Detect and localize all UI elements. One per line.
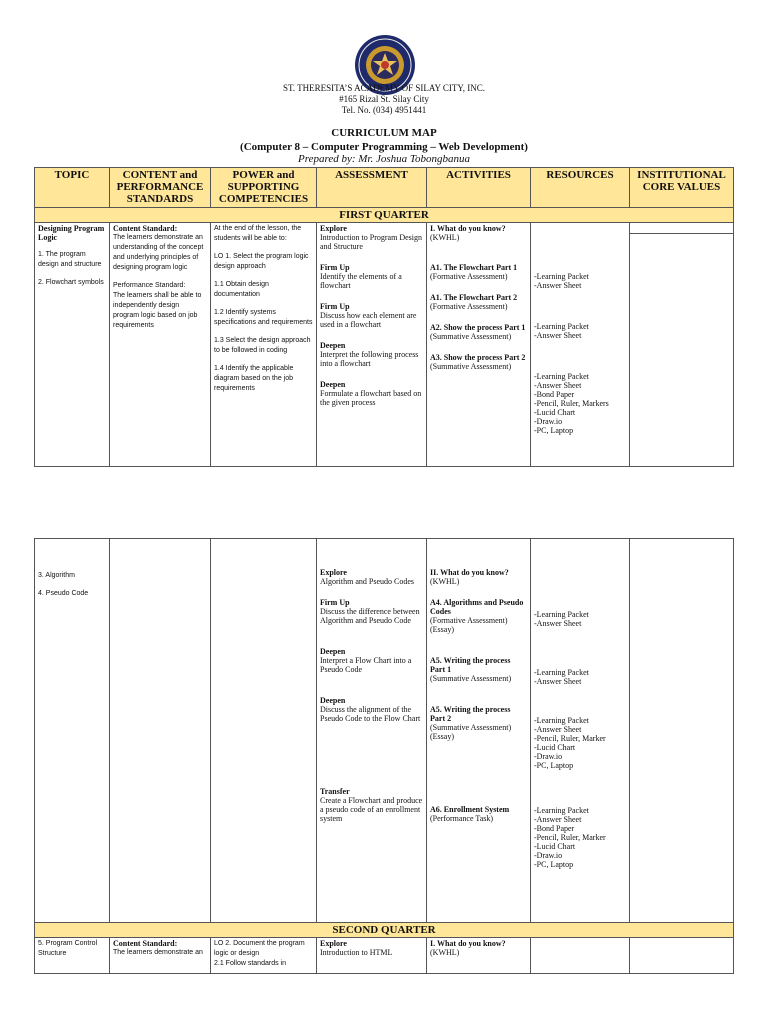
column-header-values: INSTITUTIONAL CORE VALUES	[630, 168, 734, 208]
curriculum-table-first-quarter	[34, 167, 734, 467]
resource-item: -PC, Laptop	[534, 426, 574, 435]
assessment-phase: Explore	[320, 568, 347, 577]
resources-cell	[531, 539, 630, 923]
activity-type: (Summative Assessment)	[430, 674, 512, 683]
column-header-assessment: ASSESSMENT	[317, 168, 427, 208]
assessment-cell	[317, 539, 427, 923]
document-subtitle: (Computer 8 – Computer Programming – Web Development)	[240, 141, 528, 153]
activity-type: (Essay)	[430, 625, 454, 634]
assessment-description: Interpret the following process into a flowchart	[320, 350, 419, 368]
activity-title: II. What do you know?	[430, 568, 509, 577]
document-title: CURRICULUM MAP	[331, 127, 437, 139]
core-values-cell	[630, 223, 734, 467]
column-header-power: POWER and SUPPORTING COMPETENCIES	[211, 168, 317, 208]
assessment-phase: Deepen	[320, 696, 346, 705]
activity-title: A5. Writing the process Part 1	[430, 656, 511, 674]
resource-item: -Learning Packet	[534, 272, 589, 281]
school-address: #165 Rizal St. Silay City	[339, 94, 429, 104]
activities-cell	[427, 938, 531, 974]
activity-type: (KWHL)	[430, 577, 460, 586]
resource-item: -Bond Paper	[534, 824, 575, 833]
resource-item: -Answer Sheet	[534, 331, 582, 340]
assessment-phase: Firm Up	[320, 598, 350, 607]
competencies-cell	[211, 539, 317, 923]
competency-item: 1.2 Identify systems specifications and requirements	[214, 309, 313, 326]
resource-item: -Pencil, Ruler, Marker	[534, 833, 606, 842]
activity-title: A1. The Flowchart Part 1	[430, 263, 518, 272]
activities-cell	[427, 539, 531, 923]
topic-item: 5. Program Control Structure	[38, 940, 98, 957]
assessment-description: Interpret a Flow Chart into a Pseudo Code	[320, 656, 412, 674]
content-standard-label: Content Standard:	[113, 939, 178, 948]
activity-type: (KWHL)	[430, 948, 460, 957]
resource-item: -Answer Sheet	[534, 815, 582, 824]
topic-item: 2. Flowchart symbols	[38, 279, 104, 286]
assessment-description: Formulate a flowchart based on the given process	[320, 389, 422, 407]
competency-item: 1.3 Select the design approach to be followed in coding	[214, 337, 311, 354]
assessment-description: Identify the elements of a flowchart	[320, 272, 402, 290]
resource-item: -Answer Sheet	[534, 619, 582, 628]
resource-item: -Lucid Chart	[534, 408, 576, 417]
resource-item: -Learning Packet	[534, 716, 589, 725]
learning-outcome: LO 1. Select the program logic design approach	[214, 253, 309, 270]
standards-cell	[110, 223, 211, 467]
topic-item: 3. Algorithm	[38, 572, 75, 579]
column-header-content: CONTENT and PERFORMANCE STANDARDS	[110, 168, 211, 208]
topic-title: Designing Program Logic	[38, 224, 105, 242]
performance-standard-text: The learners shall be able to independently design program logic based on job requirements	[113, 292, 202, 329]
standards-cell	[110, 938, 211, 974]
table-row	[35, 938, 734, 974]
core-values-cell	[630, 539, 734, 923]
activity-type: (Formative Assessment)	[430, 272, 508, 281]
school-name: ST. THERESITA’S ACADEMY OF SILAY CITY, INC.	[282, 83, 486, 93]
activity-title: A1. The Flowchart Part 2	[430, 293, 518, 302]
content-standard-text: The learners demonstrate an understanding of the concept and underlying principles of designing program logic	[113, 234, 204, 271]
activity-title: I. What do you know?	[430, 939, 506, 948]
resource-item: -PC, Laptop	[534, 761, 574, 770]
resource-item: -Learning Packet	[534, 806, 589, 815]
activity-title: A3. Show the process Part 2	[430, 353, 526, 362]
topic-cell	[35, 938, 110, 974]
content-standard-text: The learners demonstrate an	[113, 949, 203, 956]
resource-item: -Draw.io	[534, 417, 563, 426]
competency-item: 1.4 Identify the applicable diagram based on the job requirements	[214, 365, 294, 392]
resource-item: -Draw.io	[534, 752, 563, 761]
assessment-phase: Explore	[320, 224, 347, 233]
resource-item: -Pencil, Ruler, Marker	[534, 734, 606, 743]
resource-item: -Learning Packet	[534, 610, 589, 619]
assessment-phase: Deepen	[320, 341, 346, 350]
column-header-resources: RESOURCES	[531, 168, 630, 208]
competency-item: 1.1 Obtain design documentation	[214, 281, 269, 298]
activity-type: (Formative Assessment)	[430, 616, 508, 625]
resource-item: -Answer Sheet	[534, 677, 582, 686]
activity-type: (Performance Task)	[430, 814, 494, 823]
activity-title: A5. Writing the process Part 2	[430, 705, 511, 723]
competency-item: 2.1 Follow standards in	[214, 960, 286, 967]
assessment-cell	[317, 938, 427, 974]
activity-type: (Summative Assessment)	[430, 332, 512, 341]
assessment-phase: Deepen	[320, 647, 346, 656]
resources-cell	[531, 223, 630, 467]
assessment-description: Create a Flowchart and produce a pseudo code of an enrollment system	[320, 796, 423, 823]
resources-cell	[531, 938, 630, 974]
table-row	[35, 539, 734, 923]
quarter-label-first: FIRST QUARTER	[35, 208, 734, 223]
activity-type: (Summative Assessment)	[430, 723, 512, 732]
topic-cell	[35, 223, 110, 467]
content-standard-label: Content Standard:	[113, 224, 178, 233]
lo-intro: At the end of the lesson, the students will be able to:	[214, 225, 302, 242]
learning-outcome: LO 2. Document the program logic or design	[214, 940, 305, 957]
resource-item: -Lucid Chart	[534, 842, 576, 851]
school-telephone: Tel. No. (034) 4951441	[341, 105, 427, 115]
competencies-cell	[211, 223, 317, 467]
activity-title: A6. Enrollment System	[430, 805, 510, 814]
column-header-activities: ACTIVITIES	[427, 168, 531, 208]
assessment-phase: Firm Up	[320, 302, 350, 311]
assessment-description: Introduction to HTML	[320, 948, 393, 957]
activity-title: A4. Algorithms and Pseudo Codes	[430, 598, 524, 616]
activity-type: (Formative Assessment)	[430, 302, 508, 311]
assessment-phase: Deepen	[320, 380, 346, 389]
activity-type: (Essay)	[430, 732, 454, 741]
resource-item: -Answer Sheet	[534, 281, 582, 290]
resource-item: -Answer Sheet	[534, 725, 582, 734]
assessment-phase: Transfer	[320, 787, 350, 796]
assessment-phase: Firm Up	[320, 263, 350, 272]
activity-title: A2. Show the process Part 1	[430, 323, 526, 332]
assessment-description: Introduction to Program Design and Structure	[320, 233, 422, 251]
topic-cell	[35, 539, 110, 923]
activity-type: (Summative Assessment)	[430, 362, 512, 371]
table-row	[35, 223, 734, 467]
assessment-phase: Explore	[320, 939, 347, 948]
topic-item: 1. The program design and structure	[38, 251, 102, 268]
prepared-by: Prepared by: Mr. Joshua Tobongbanua	[297, 153, 471, 165]
activities-cell	[427, 223, 531, 467]
assessment-cell	[317, 223, 427, 467]
assessment-description: Discuss the alignment of the Pseudo Code to the Flow Chart	[320, 705, 421, 723]
resource-item: -Pencil, Ruler, Markers	[534, 399, 609, 408]
curriculum-table-continuation	[34, 538, 734, 974]
quarter-label-second: SECOND QUARTER	[35, 923, 734, 938]
resource-item: -Learning Packet	[534, 668, 589, 677]
activity-type: (KWHL)	[430, 233, 460, 242]
assessment-description: Discuss how each element are used in a flowchart	[320, 311, 417, 329]
resource-item: -Lucid Chart	[534, 743, 576, 752]
resource-item: -Learning Packet	[534, 372, 589, 381]
competencies-cell	[211, 938, 317, 974]
assessment-description: Discuss the difference between Algorithm and Pseudo Code	[320, 607, 420, 625]
resource-item: -Learning Packet	[534, 322, 589, 331]
topic-item: 4. Pseudo Code	[38, 590, 89, 597]
assessment-description: Algorithm and Pseudo Codes	[320, 577, 414, 586]
resource-item: -PC, Laptop	[534, 860, 574, 869]
core-values-cell	[630, 938, 734, 974]
resource-item: -Draw.io	[534, 851, 563, 860]
resource-item: -Bond Paper	[534, 390, 575, 399]
activity-title: I. What do you know?	[430, 224, 506, 233]
resource-item: -Answer Sheet	[534, 381, 582, 390]
standards-cell	[110, 539, 211, 923]
performance-standard-label: Performance Standard:	[113, 282, 186, 289]
column-header-topic: TOPIC	[35, 168, 110, 208]
